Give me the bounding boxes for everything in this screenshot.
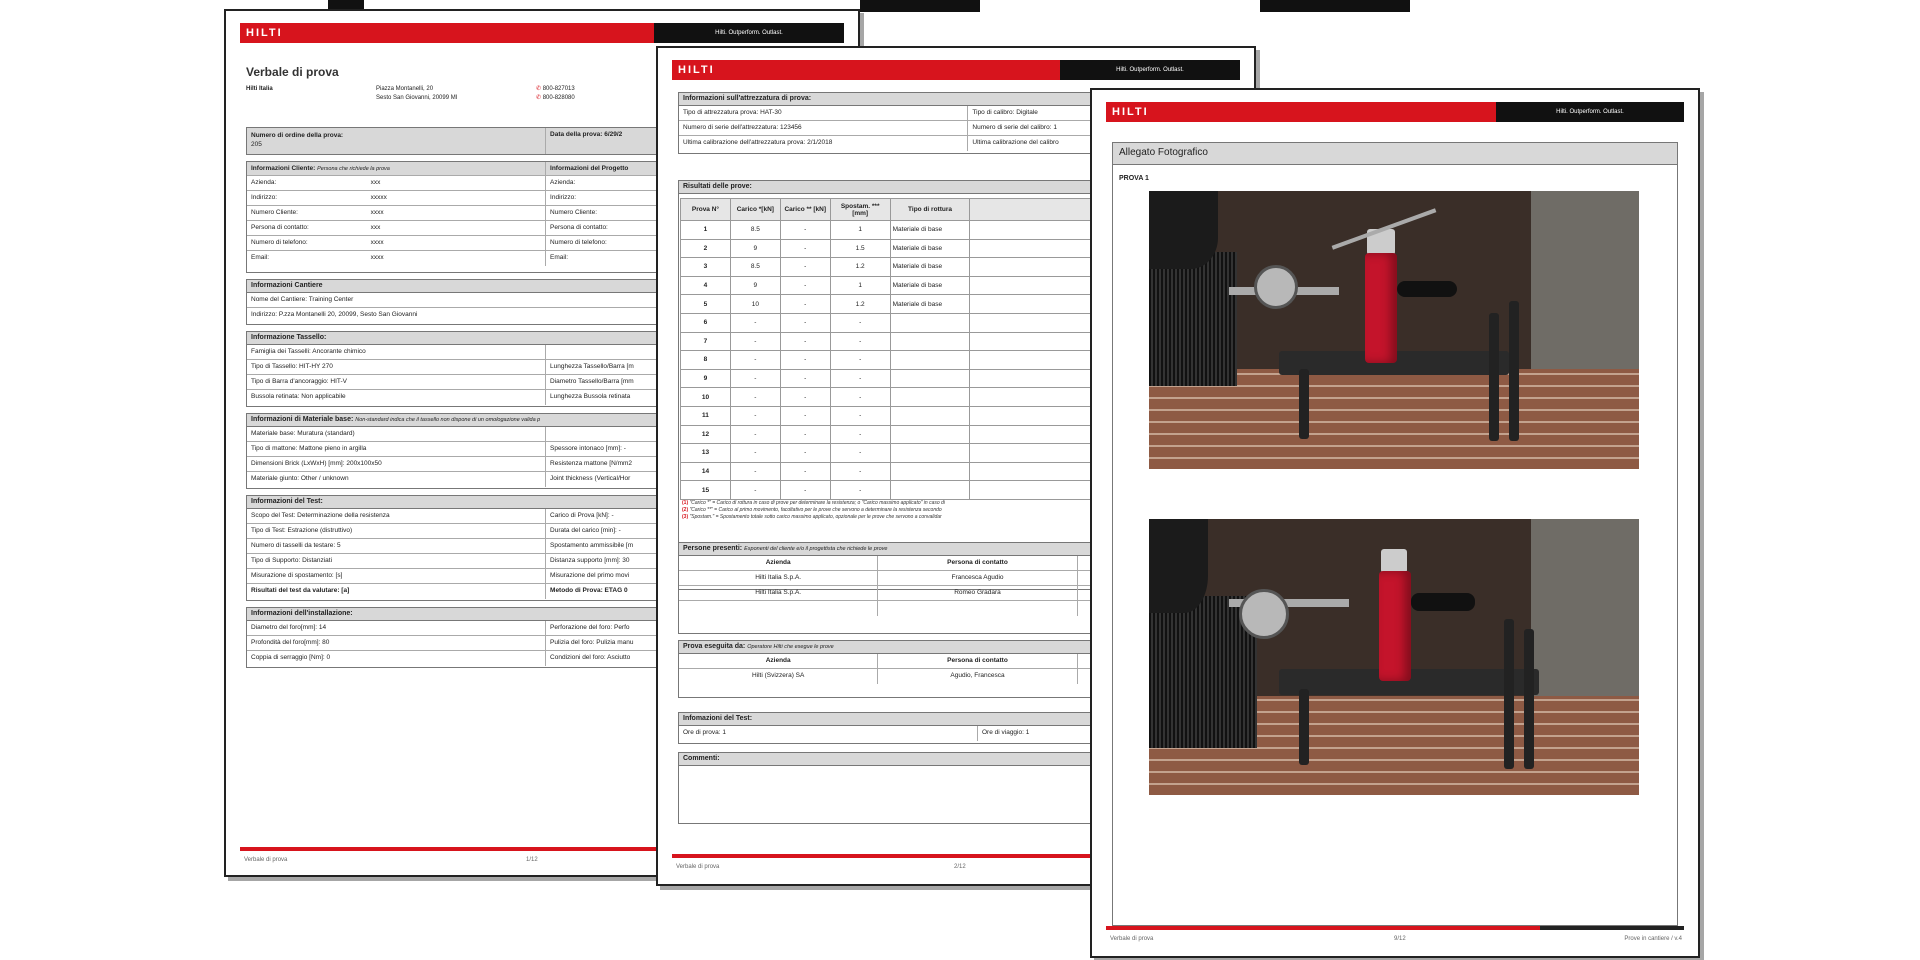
footer-label: Verbale di prova <box>244 857 288 863</box>
empty-cell <box>970 444 1100 463</box>
attendees-section: Persone presenti: Esponenti del cliente e/o il progettista che richiede le prove Azienda Persona di contatto Hilti Italia S.p.A. Francesca Agudio Hilti Italia S.p.A. Romeo Gradara <box>678 542 1256 634</box>
material-row-right: Joint thickness (Vertical/Hor <box>550 475 631 482</box>
failure-type <box>890 444 970 463</box>
phone-icon: ✆ <box>536 86 543 92</box>
failure-type <box>890 406 970 425</box>
attendee-row-company <box>679 601 878 616</box>
empty-cell <box>970 276 1100 295</box>
test-number: 6 <box>681 313 731 332</box>
empty-cell <box>970 351 1100 370</box>
installation-row-left: Coppia di serraggio [Nm]: 0 <box>247 651 546 666</box>
test-label: PROVA 1 <box>1119 175 1149 182</box>
anchor-row-left: Bussola retinata: Non applicabile <box>247 390 546 405</box>
load-2: - <box>780 313 830 332</box>
failure-type: Materiale di base <box>890 276 970 295</box>
client-key: Numero di telefono: <box>251 239 308 246</box>
test-row-left: Risultati del test da valutare: [a] <box>247 584 546 599</box>
test-row-right: Durata del carico [min]: - <box>550 527 621 534</box>
test-row-left: Numero di tasselli da testare: 5 <box>247 539 546 553</box>
empty-cell <box>970 258 1100 277</box>
fax-icon: ✆ <box>536 95 543 101</box>
photo-attachment-frame <box>1112 142 1678 926</box>
results-header: Carico *[kN] <box>730 199 780 221</box>
footer-label: Verbale di prova <box>676 864 720 870</box>
site-section: Informazioni Cantiere Nome del Cantiere: Training Center Indirizzo: P.zza Montanelli 20, 20099, Sesto San Giovanni <box>246 279 860 325</box>
test-hours-section: Infomazioni del Test: Ore di prova: 1 Ore di viaggio: 1 <box>678 712 1256 744</box>
empty-cell <box>970 462 1100 481</box>
load-1: 10 <box>730 295 780 314</box>
installation-row-right: Perforazione del foro: Perfo <box>550 624 630 631</box>
displacement: - <box>830 481 890 500</box>
attendee-row-company: Hilti Italia S.p.A. <box>679 586 878 600</box>
test-number: 3 <box>681 258 731 277</box>
material-row-left: Materiale giunto: Other / unknown <box>247 472 546 487</box>
test-row-left: Tipo di Supporto: Distanziati <box>247 554 546 568</box>
load-1: - <box>730 369 780 388</box>
results-header: Carico ** [kN] <box>780 199 830 221</box>
material-row-left: Tipo di mattone: Mattone pieno in argilla <box>247 442 546 456</box>
empty-cell <box>970 332 1100 351</box>
test-number: 15 <box>681 481 731 500</box>
order-section: Numero di ordine della prova: 205 Data della prova: 6/29/2 <box>246 127 860 155</box>
page-number: 9/12 <box>1394 936 1406 942</box>
client-key: Azienda: <box>251 179 277 186</box>
empty-cell <box>970 313 1100 332</box>
equipment-row-right: Numero di serie del calibro: 1 <box>972 124 1057 131</box>
displacement: 1 <box>830 221 890 240</box>
test-number: 11 <box>681 406 731 425</box>
displacement: 1 <box>830 276 890 295</box>
displacement: - <box>830 369 890 388</box>
project-key: Numero Cliente: <box>550 209 598 216</box>
attendee-header: Azienda <box>679 654 878 668</box>
displacement: 1.2 <box>830 258 890 277</box>
load-1: - <box>730 332 780 351</box>
failure-type <box>890 369 970 388</box>
failure-type <box>890 351 970 370</box>
test-row-right: Carico di Prova [kN]: - <box>550 512 614 519</box>
results-row <box>681 295 1100 314</box>
test-number: 10 <box>681 388 731 407</box>
results-header <box>970 199 1100 221</box>
results-row <box>681 425 1100 444</box>
client-section: Informazioni Cliente: Persona che richiede la prova Informazioni del Progetto Azienda: xxx Azienda: Indirizzo: xxxxx Indirizzo: Numero Cliente: xxxx Numero Cliente: Persona di contatto: xxx Persona di contatto: Numero di telefono: xxxx Numero di telefono: Email: xxxx Email: <box>246 161 860 273</box>
test-number: 14 <box>681 462 731 481</box>
load-2: - <box>780 239 830 258</box>
load-1: - <box>730 444 780 463</box>
test-number: 9 <box>681 369 731 388</box>
attendee-row-contact <box>878 601 1077 616</box>
empty-cell <box>970 221 1100 240</box>
test-number: 1 <box>681 221 731 240</box>
results-row <box>681 313 1100 332</box>
hilti-header-bar <box>672 60 1240 80</box>
address-block: Hilti Italia Piazza Montanelli, 20 ✆ 800-827013 Sesto San Giovanni, 20099 MI ✆ 800-828080 <box>246 86 575 101</box>
failure-type <box>890 313 970 332</box>
test-row-left: Misurazione di spostamento: [s] <box>247 569 546 583</box>
client-value: xxxxx <box>367 191 546 205</box>
test-photo-1 <box>1149 191 1639 469</box>
failure-type: Materiale di base <box>890 221 970 240</box>
displacement: - <box>830 462 890 481</box>
results-row <box>681 332 1100 351</box>
load-1: 8.5 <box>730 258 780 277</box>
project-key: Email: <box>550 254 569 261</box>
footer-bar <box>1106 926 1684 930</box>
client-key: Numero Cliente: <box>251 209 298 216</box>
attendee-row-contact: Romeo Gradara <box>878 586 1077 600</box>
test-row-right: Misurazione del primo movi <box>550 572 630 579</box>
load-1: - <box>730 425 780 444</box>
displacement: - <box>830 425 890 444</box>
results-row <box>681 444 1100 463</box>
results-row <box>681 369 1100 388</box>
test-row-left: Scopo del Test: Determinazione della resistenza <box>247 509 546 523</box>
test-number: 12 <box>681 425 731 444</box>
client-value: xxxx <box>367 236 546 250</box>
load-2: - <box>780 221 830 240</box>
test-number: 2 <box>681 239 731 258</box>
anchor-row-right: Lunghezza Bussola retinata <box>550 393 631 400</box>
hilti-logo: HILTI <box>678 64 715 76</box>
load-1: - <box>730 462 780 481</box>
results-row <box>681 276 1100 295</box>
base-material-section: Informazioni di Materiale base: Non-standard indica che il tassello non dispone di un omologazione valida p Materiale base: Muratura (standard) Tipo di mattone: Mattone pieno in argilla Spessore intonaco [mm]: - Dimensioni Brick (LxWxH) [mm]: 200x100x50 Resistenza mattone [N/mm2 Materiale giunto: Other / unknown Joint thickness (Vertical/Hor <box>246 413 860 489</box>
test-row-left: Tipo di Test: Estrazione (distruttivo) <box>247 524 546 538</box>
displacement: - <box>830 444 890 463</box>
load-2: - <box>780 369 830 388</box>
client-value: xxx <box>367 221 546 235</box>
operator-row-company: Hilti (Svizzera) SA <box>679 669 878 684</box>
load-2: - <box>780 406 830 425</box>
load-1: 8.5 <box>730 221 780 240</box>
comments-section: Commenti: <box>678 752 1256 824</box>
material-row-left: Dimensioni Brick (LxWxH) [mm]: 200x100x50 <box>247 457 546 471</box>
test-number: 7 <box>681 332 731 351</box>
displacement: - <box>830 388 890 407</box>
displacement: - <box>830 313 890 332</box>
client-value: xxx <box>367 176 546 190</box>
client-key: Persona di contatto: <box>251 224 309 231</box>
empty-cell <box>970 239 1100 258</box>
page-title: Verbale di prova <box>246 65 339 79</box>
results-row <box>681 388 1100 407</box>
test-number: 5 <box>681 295 731 314</box>
project-key: Azienda: <box>550 179 576 186</box>
results-row <box>681 258 1100 277</box>
equipment-row-right: Tipo di calibro: Digitale <box>972 109 1038 116</box>
test-row-right: Spostamento ammissibile [m <box>550 542 634 549</box>
hilti-logo: HILTI <box>1112 106 1149 118</box>
displacement: - <box>830 351 890 370</box>
load-1: - <box>730 313 780 332</box>
load-2: - <box>780 258 830 277</box>
test-info-section: Informazioni del Test: Scopo del Test: Determinazione della resistenza Carico di Prova [kN]: - Tipo di Test: Estrazione (distruttivo) Durata del carico [min]: - Numero di tasselli da testare: 5 Spostamento ammissibile [m Tipo di Supporto: Distanziati Distanza supporto [mm]: 30 Misurazione di spostamento: [s] Misurazione del primo movi Risultati del test da valutare: [a] Metodo di Prova: ETAG 0 <box>246 495 860 601</box>
failure-type: Materiale di base <box>890 295 970 314</box>
attendee-row-company: Hilti Italia S.p.A. <box>679 571 878 585</box>
load-2: - <box>780 481 830 500</box>
material-row-right: Spessore intonaco [mm]: - <box>550 445 626 452</box>
performed-by-section: Prova eseguita da: Operatore Hilti che esegue le prove Azienda Persona di contatto Hilti (Svizzera) SA Agudio, Francesca <box>678 640 1256 698</box>
client-value: xxxx <box>367 206 546 220</box>
equipment-row-left: Numero di serie dell'attrezzatura: 123456 <box>679 121 968 135</box>
project-key: Numero di telefono: <box>550 239 607 246</box>
failure-type <box>890 481 970 500</box>
test-row-right: Distanza supporto [mm]: 30 <box>550 557 630 564</box>
anchor-row-left: Tipo di Barra d'ancoraggio: HIT-V <box>247 375 546 389</box>
load-2: - <box>780 276 830 295</box>
installation-row-left: Diametro del foro[mm]: 14 <box>247 621 546 635</box>
anchor-row-right: Diametro Tassello/Barra [mm <box>550 378 634 385</box>
installation-row-right: Pulizia del foro: Pulizia manu <box>550 639 634 646</box>
page-number: 2/12 <box>954 864 966 870</box>
displacement: - <box>830 332 890 351</box>
failure-type <box>890 332 970 351</box>
hilti-header-bar <box>240 23 844 43</box>
failure-type <box>890 462 970 481</box>
empty-cell <box>970 481 1100 500</box>
installation-section: Informazioni dell'installazione: Diametro del foro[mm]: 14 Perforazione del foro: Perfo Profondità del foro[mm]: 80 Pulizia del foro: Pulizia manu Coppia di serraggio [Nm]: 0 Condizioni del foro: Asciutto <box>246 607 860 668</box>
project-key: Indirizzo: <box>550 194 577 201</box>
displacement: 1.5 <box>830 239 890 258</box>
results-header: Prova N° <box>681 199 731 221</box>
slogan: Hilti. Outperform. Outlast. <box>654 23 844 43</box>
results-row <box>681 406 1100 425</box>
hilti-header-bar <box>1106 102 1684 122</box>
test-number: 8 <box>681 351 731 370</box>
load-2: - <box>780 444 830 463</box>
project-key: Persona di contatto: <box>550 224 608 231</box>
equipment-section: Informazioni sull'attrezzatura di prova: Tipo di attrezzatura prova: HAT-30 Tipo di calibro: Digitale Numero di serie dell'attrezzatura: 123456 Numero di serie del calibro: 1 Ultima calibrazione dell'attrezzatura prova: 2/1/2018 Ultima calibrazione del calibro <box>678 92 1256 154</box>
equipment-row-left: Tipo di attrezzatura prova: HAT-30 <box>679 106 968 120</box>
results-notes: (1) "Carico *" = Carico di rottura in caso di prove per determinare la resistenza; o "Carico massimo applicato" in caso di (2) "Carico **" = Carico al primo movimento, facoltativo per le prove che servono a determinare la resistenza secondo (3) "Spostam." = Spostamento totale sotto carico massimo applicato, opzionale per le prove che servono a convalidar <box>682 500 945 520</box>
material-row-left: Materiale base: Muratura (standard) <box>247 427 546 441</box>
load-2: - <box>780 425 830 444</box>
footer-label: Verbale di prova <box>1110 936 1154 942</box>
load-1: - <box>730 406 780 425</box>
results-row <box>681 462 1100 481</box>
results-row <box>681 351 1100 370</box>
hilti-logo: HILTI <box>246 27 283 39</box>
test-number: 4 <box>681 276 731 295</box>
results-row <box>681 481 1100 500</box>
load-2: - <box>780 388 830 407</box>
slogan: Hilti. Outperform. Outlast. <box>1496 102 1684 122</box>
anchor-row-left: Tipo di Tassello: HIT-HY 270 <box>247 360 546 374</box>
installation-row-right: Condizioni del foro: Asciutto <box>550 654 631 661</box>
failure-type: Materiale di base <box>890 258 970 277</box>
test-photo-2 <box>1149 519 1639 795</box>
operator-row-contact: Agudio, Francesca <box>878 669 1077 684</box>
anchor-section: Informazione Tassello: Famiglia dei Tasselli: Ancorante chimico Tipo di Tassello: HIT-HY 270 Lunghezza Tassello/Barra [m Tipo di Barra d'ancoraggio: HIT-V Diametro Tassello/Barra [mm Bussola retinata: Non applicabile Lunghezza Bussola retinata <box>246 331 860 407</box>
results-header: Spostam. *** [mm] <box>830 199 890 221</box>
material-row-right: Resistenza mattone [N/mm2 <box>550 460 633 467</box>
attendee-header: Persona di contatto <box>878 654 1077 668</box>
footer-version: Prove in cantiere / v.4 <box>1624 936 1682 942</box>
results-section: Risultati delle prove: <box>678 180 1256 590</box>
load-1: - <box>730 351 780 370</box>
equipment-row-right: Ultima calibrazione del calibro <box>972 139 1059 146</box>
empty-cell <box>970 295 1100 314</box>
attendee-row-contact: Francesca Agudio <box>878 571 1077 585</box>
load-1: 9 <box>730 276 780 295</box>
failure-type <box>890 388 970 407</box>
client-value: xxxx <box>367 251 546 266</box>
results-row <box>681 221 1100 240</box>
slogan: Hilti. Outperform. Outlast. <box>1060 60 1240 80</box>
anchor-row-left: Famiglia dei Tasselli: Ancorante chimico <box>247 345 546 359</box>
results-row <box>681 239 1100 258</box>
load-1: 9 <box>730 239 780 258</box>
test-row-right: Metodo di Prova: ETAG 0 <box>550 587 628 594</box>
empty-cell <box>970 369 1100 388</box>
displacement: - <box>830 406 890 425</box>
empty-cell <box>970 388 1100 407</box>
failure-type: Materiale di base <box>890 239 970 258</box>
section-title: Allegato Fotografico <box>1113 143 1677 165</box>
results-table <box>680 198 1100 500</box>
client-key: Email: <box>251 254 270 261</box>
load-2: - <box>780 462 830 481</box>
attendee-header: Persona di contatto <box>878 556 1077 570</box>
displacement: 1.2 <box>830 295 890 314</box>
load-2: - <box>780 351 830 370</box>
installation-row-left: Profondità del foro[mm]: 80 <box>247 636 546 650</box>
page-number: 1/12 <box>526 857 538 863</box>
results-header: Tipo di rottura <box>890 199 970 221</box>
empty-cell <box>970 425 1100 444</box>
test-number: 13 <box>681 444 731 463</box>
anchor-row-right: Lunghezza Tassello/Barra [m <box>550 363 634 370</box>
load-1: - <box>730 388 780 407</box>
equipment-row-left: Ultima calibrazione dell'attrezzatura prova: 2/1/2018 <box>679 136 968 151</box>
empty-cell <box>970 406 1100 425</box>
attendee-header: Azienda <box>679 556 878 570</box>
client-key: Indirizzo: <box>251 194 278 201</box>
failure-type <box>890 425 970 444</box>
report-page-3 <box>1090 88 1700 958</box>
load-2: - <box>780 295 830 314</box>
load-1: - <box>730 481 780 500</box>
load-2: - <box>780 332 830 351</box>
